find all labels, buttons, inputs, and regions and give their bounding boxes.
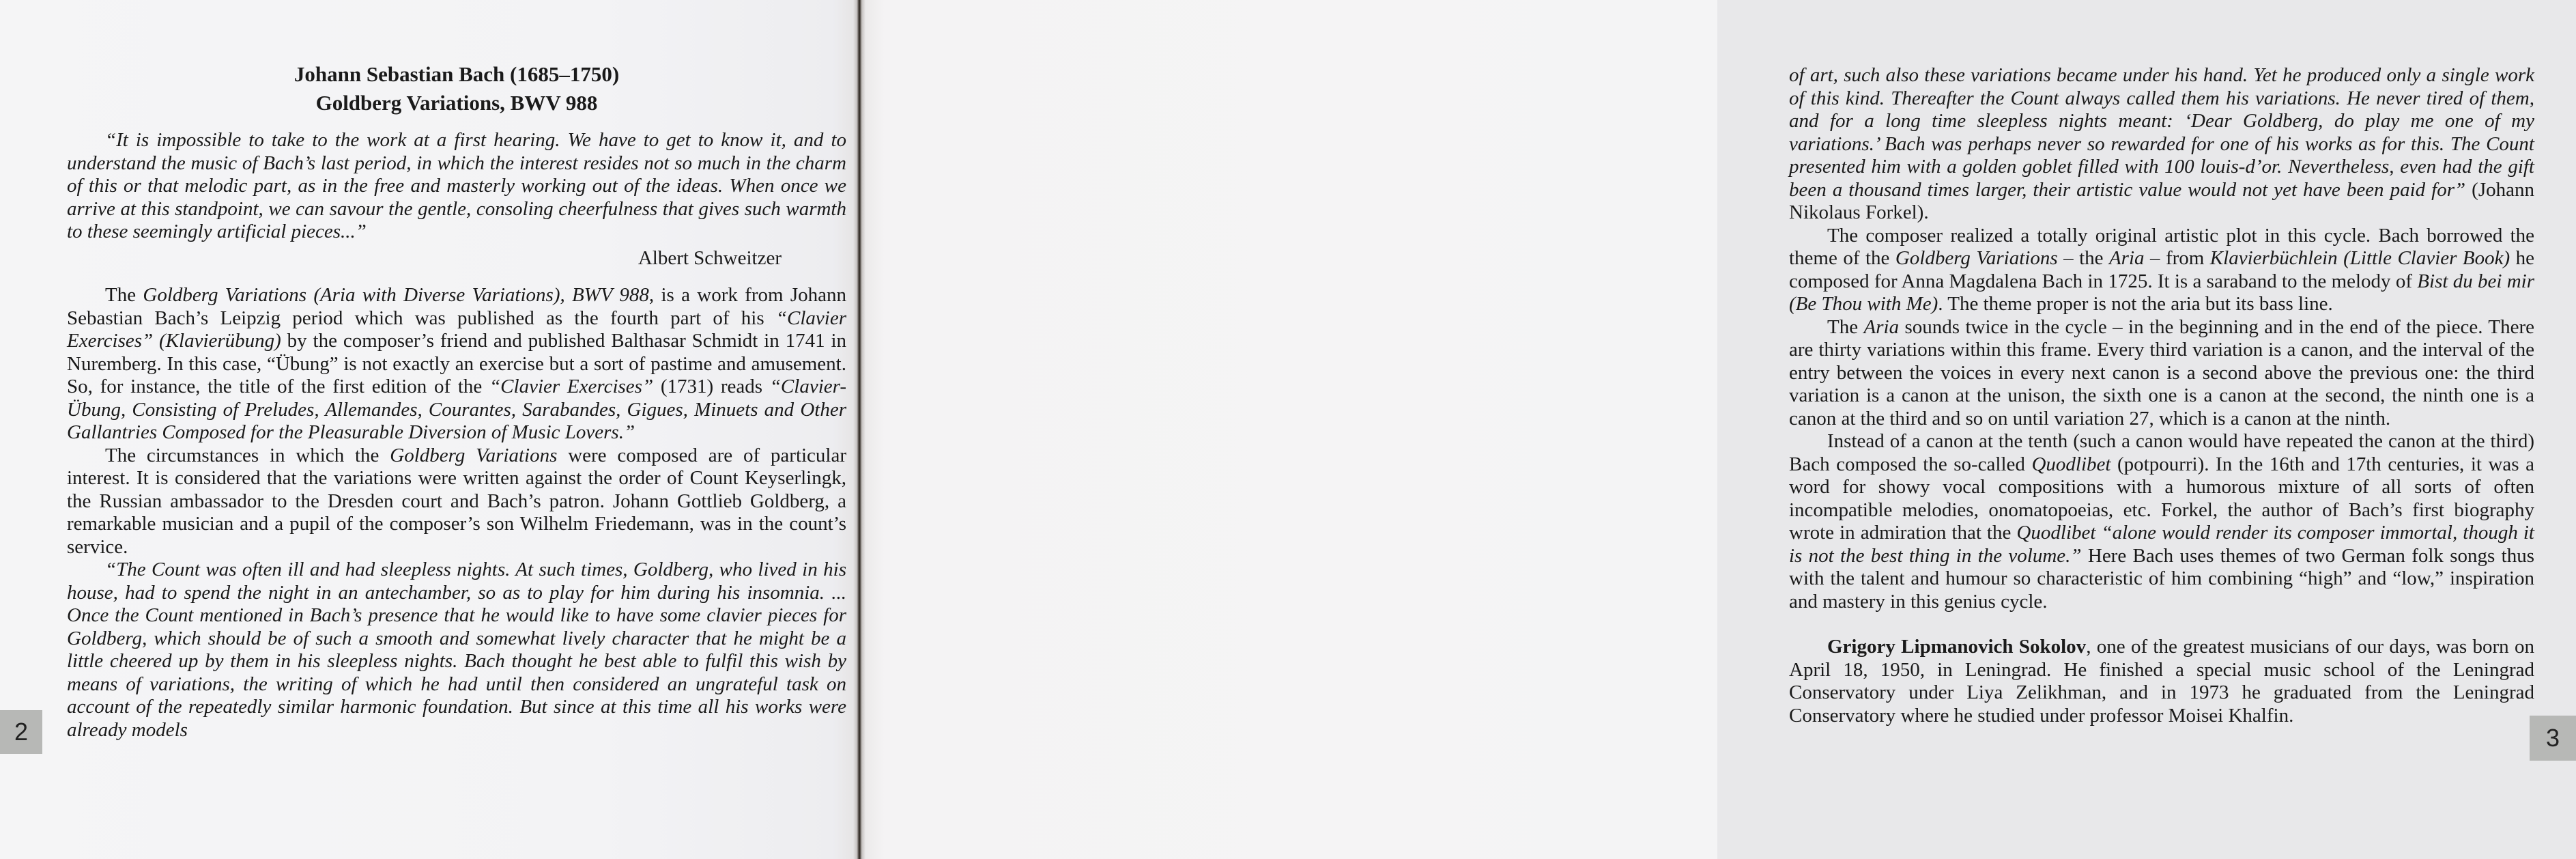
text-segment: “The Count was often ill and had sleepless nights. At such times, Goldberg, who lived in his house, had to spend the night in an antechamber, so as to play for him during his insomnia. ... Once the Count mentioned in Bach’s presence that he would like to have some clavier pieces for Goldberg, which should be of such a smooth and somewhat lively character that he might be a little cheered up by them in his sleepless nights. Bach thought he best able to fulfil this wish by means of variations, the writing of which he had until then considered an ungrateful task on account of the repeatedly similar harmonic foundation. But since at this time all his works were already models bbox=[67, 559, 846, 741]
text-segment: Goldberg Variations bbox=[1895, 247, 2058, 269]
title-line-2: Goldberg Variations, BWV 988 bbox=[315, 91, 598, 115]
text-segment: by the composer’s friend and published Balthasar Schmidt in 1741 in Nuremberg. In this case, “Übung” is not exactly an exercise but a sort of pastime and amusement. So, for instance, the title of the first edition of the bbox=[67, 330, 847, 397]
text-segment: Albert Schweitzer bbox=[638, 247, 782, 269]
text-segment: Aria bbox=[2108, 247, 2145, 269]
paragraph bbox=[67, 445, 846, 559]
paragraph bbox=[1789, 64, 2534, 225]
text-segment: “It is impossible to take to the work at a first hearing. We have to get to know it, and to understand the music of Bach’s last period, in which the interest resides not so much in the charm of this or that melodic part, as in the free and masterly working out of the ideas. When once we arrive at this standpoint, we can savour the gentle, consoling cheerfulness that gives such warmth to these seemingly artificial pieces...” bbox=[67, 129, 846, 242]
page-number-left: 2 bbox=[14, 718, 29, 746]
text-segment: , is a work from Johann Sebastian Bach’s Leipzig period which was published as the fourth part of his bbox=[67, 284, 846, 329]
paragraph bbox=[1789, 636, 2534, 727]
page-title bbox=[67, 60, 846, 117]
text-segment: he composed for Anna Magdalena Bach in 1725. It is a saraband to the melody of bbox=[1789, 247, 2534, 292]
text-segment: of art, such also these variations became under his hand. Yet he produced only a single work of this kind. Thereafter the Count always called them his variations. He never tired of them, and for a long time sleepless nights meant: ‘Dear Goldberg, do play me one of my variations.’ Bach was perhaps never so rewarded for one of his works as for this. The Count presented him with a golden goblet filled with 100 louis-d’or. Nevertheless, even had the gift been a thousand times larger, their artistic value would not yet have been paid for” bbox=[1789, 64, 2534, 201]
right-paragraphs bbox=[1789, 64, 2534, 727]
text-segment: Goldberg Variations bbox=[390, 444, 558, 466]
right-text-block bbox=[1789, 64, 2534, 727]
text-segment: Quodlibet “alone would render its composer immortal, though it is not the best thing in the volume.” bbox=[1789, 522, 2534, 567]
title-line-1: Johann Sebastian Bach (1685–1750) bbox=[294, 62, 620, 86]
spine-gutter bbox=[853, 0, 865, 859]
text-segment: Grigory Lipmanovich Sokolov bbox=[1827, 636, 2087, 658]
page-right bbox=[859, 0, 2560, 859]
text-segment: The circumstances in which the bbox=[105, 444, 390, 466]
paragraph bbox=[1789, 225, 2534, 316]
text-segment: Klavierbüchlein (Little Clavier Book) bbox=[2209, 247, 2510, 269]
text-segment: – from bbox=[2144, 247, 2210, 269]
text-segment: The bbox=[105, 284, 143, 306]
text-segment: Bist du bei mir (Be Thou with Me) bbox=[1789, 270, 2534, 315]
text-segment: (Johann Nikolaus Forkel). bbox=[1789, 178, 2534, 223]
quote-attribution bbox=[67, 247, 846, 270]
text-segment: . The theme proper is not the aria but its bass line. bbox=[1938, 293, 2333, 315]
text-segment: Quodlibet bbox=[2031, 453, 2111, 475]
page-number-badge-right bbox=[2530, 716, 2576, 761]
paragraph bbox=[67, 559, 846, 742]
text-segment: “Clavier Exercises” (Klavierübung) bbox=[67, 307, 846, 352]
text-segment: Here Bach uses themes of two German folk songs thus with the talent and humour so characteristic of him combining “high” and “low,” inspiration and mastery in this genius cycle. bbox=[1789, 544, 2535, 612]
text-segment: (potpourri). In the 16th and 17th centuries, it was a word for showy vocal compositions with a humorous mixture of all sorts of often incompatible melodies, onomatopoeias, etc. Forkel, the author of Bach’s first biography wrote in admiration that the bbox=[1789, 453, 2534, 544]
text-segment: Aria bbox=[1863, 315, 1900, 338]
text-segment: (1731) reads bbox=[653, 376, 770, 397]
page-number-right: 3 bbox=[2545, 724, 2560, 752]
text-segment: sounds twice in the cycle – in the beginning and in the end of the piece. There are thirty variations within this frame. Every third variation is a canon, and the interval of the entry between the voices in every next canon is a second above the previous one: the third variation is a canon at the unison, the sixth one is a canon at the second, the ninth one is a canon at the third and so on until variation 27, which is a canon at the ninth. bbox=[1789, 315, 2534, 430]
left-paragraphs bbox=[67, 129, 846, 742]
paragraph bbox=[67, 284, 846, 445]
page-left bbox=[0, 0, 859, 859]
text-segment: “Clavier Exercises” bbox=[489, 376, 654, 397]
text-segment: The composer realized a totally original artistic plot in this cycle. Bach borrowed the theme of the bbox=[1789, 224, 2534, 269]
paragraph bbox=[1789, 316, 2534, 431]
left-text-block bbox=[67, 60, 846, 742]
page-number-badge-left bbox=[0, 710, 42, 754]
text-segment: “Clavier-Übung, Consisting of Preludes, Allemandes, Courantes, Sarabandes, Gigues, Minuets and Other Gallantries Composed for the Pleasurable Diversion of Music Lovers.” bbox=[67, 376, 846, 443]
text-segment: , one of the greatest musicians of our days, was born on April 18, 1950, in Leningrad. He finished a special music school of the Leningrad Conservatory under Liya Zelikhman, and in 1973 he graduated from the Leningrad Conservatory where he studied under professor Moisei Khalfin. bbox=[1789, 636, 2534, 727]
paragraph bbox=[67, 129, 846, 244]
paragraph bbox=[1789, 430, 2534, 613]
text-segment: Instead of a canon at the tenth (such a canon would have repeated the canon at the third) Bach composed the so-called bbox=[1789, 430, 2534, 475]
text-segment: The bbox=[1827, 315, 1864, 338]
text-segment: Goldberg Variations (Aria with Diverse Variations), BWV 988 bbox=[143, 284, 649, 306]
text-segment: were composed are of particular interest. It is considered that the variations were written against the order of Count Keyserlingk, the Russian ambassador to the Dresden court and Bach’s patron. Johann Gottlieb Goldberg, a remarkable musician and a pupil of the composer’s son Wilhelm Friedemann, was in the count’s service. bbox=[67, 444, 847, 558]
text-segment: – the bbox=[2057, 247, 2109, 269]
